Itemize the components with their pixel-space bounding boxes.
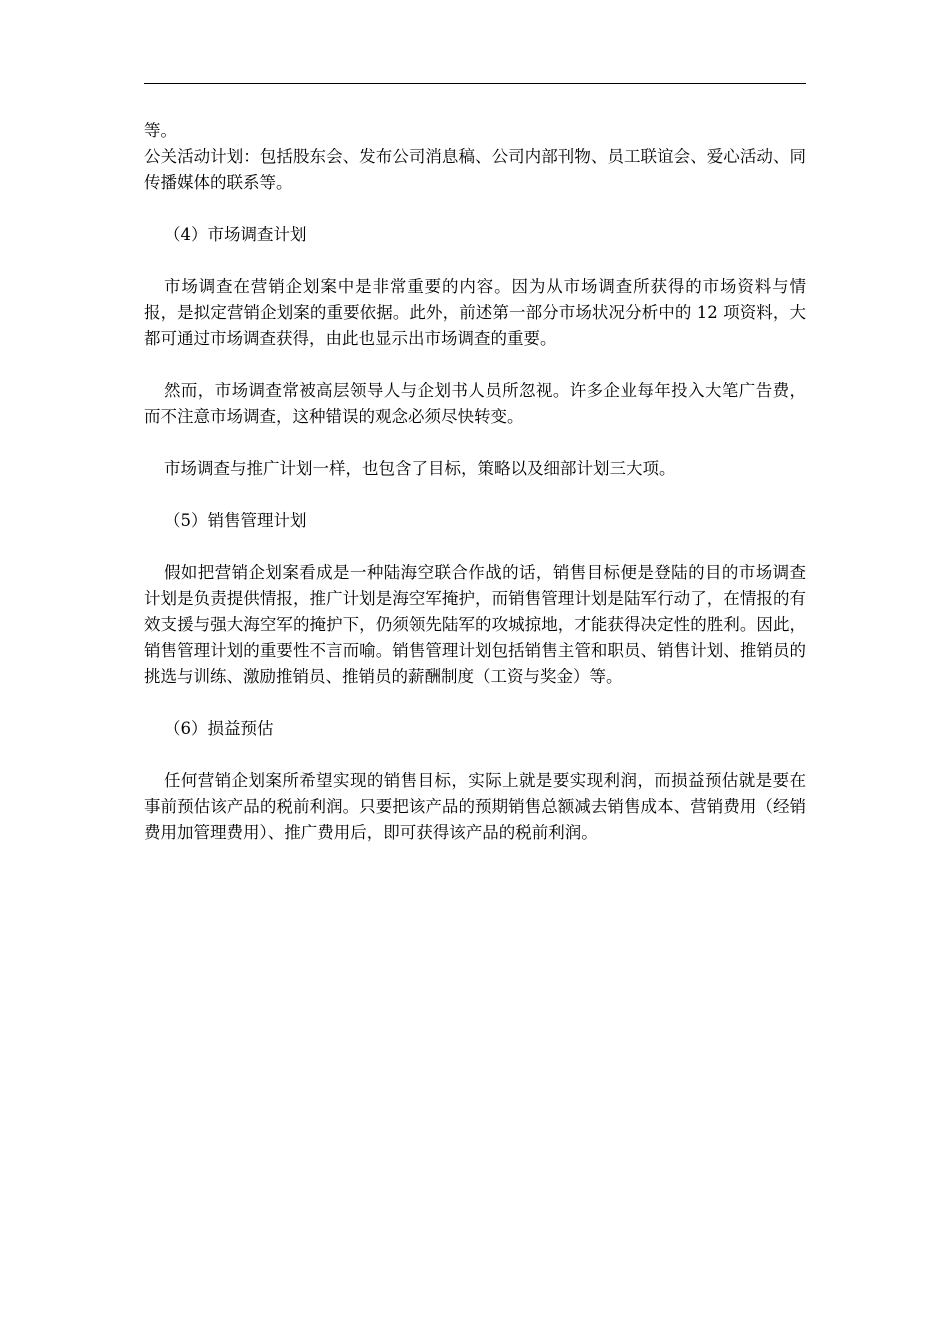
section-5-heading: （5）销售管理计划 — [164, 511, 307, 530]
section-4-heading: （4）市场调查计划 — [164, 225, 307, 244]
section-4-paragraph-3: 市场调查与推广计划一样，也包含了目标，策略以及细部计划三大项。 — [164, 459, 676, 478]
section-6-heading: （6）损益预估 — [164, 719, 274, 738]
section-6-paragraph-1: 任何营销企划案所希望实现的销售目标，实际上就是要实现利润，而损益预估就是要在事前预估该产品的税前利润。只要把该产品的预期销售总额减去销售成本、营销费用（经销费用加管理费用）、推广费用后，即可获得该产品的税前利润。 — [144, 771, 806, 842]
pr-plan-paragraph: 公关活动计划：包括股东会、发布公司消息稿、公司内部刊物、员工联谊会、爱心活动、同传播媒体的联系等。 — [144, 147, 806, 192]
continued-text: 等。 — [144, 121, 177, 140]
section-4-paragraph-1: 市场调查在营销企划案中是非常重要的内容。因为从市场调查所获得的市场资料与情报，是拟定营销企划案的重要依据。此外，前述第一部分市场状况分析中的 12 项资料，大都可通过市场调查获得，由此也显示出市场调查的重要。 — [144, 277, 806, 348]
section-4-paragraph-2: 然而，市场调查常被高层领导人与企划书人员所忽视。许多企业每年投入大笔广告费，而不注意市场调查，这种错误的观念必须尽快转变。 — [144, 381, 806, 426]
header-rule — [144, 83, 806, 84]
section-5-paragraph-1: 假如把营销企划案看成是一种陆海空联合作战的话，销售目标便是登陆的目的市场调查计划是负责提供情报，推广计划是海空军掩护，而销售管理计划是陆军行动了，在情报的有效支援与强大海空军的掩护下，仍须领先陆军的攻城掠地，才能获得决定性的胜利。因此，销售管理计划的重要性不言而喻。销售管理计划包括销售主管和职员、销售计划、推销员的挑选与训练、激励推销员、推销员的薪酬制度（工资与奖金）等。 — [144, 563, 806, 686]
document-body — [144, 118, 806, 846]
